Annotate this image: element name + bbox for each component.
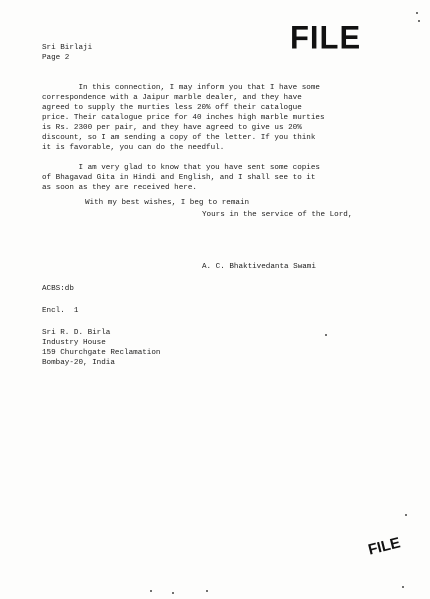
address-line: 159 Churchgate Reclamation: [42, 349, 161, 357]
file-stamp-bottom: FILE: [366, 534, 403, 559]
scan-speck: [418, 20, 420, 22]
paragraph-line: correspondence with a Jaipur marble dealer, and they have: [42, 94, 302, 102]
signature-name: A. C. Bhaktivedanta Swami: [202, 263, 316, 271]
page-number: Page 2: [42, 54, 70, 62]
paragraph-line: of Bhagavad Gita in Hindi and English, and I shall see to it: [42, 174, 316, 182]
paragraph-line: is Rs. 2300 per pair, and they have agreed to give us 20%: [42, 124, 302, 132]
paragraph-line: as soon as they are received here.: [42, 184, 197, 192]
address-line: Sri R. D. Birla: [42, 329, 111, 337]
paragraph-line: discount, so I am sending a copy of the letter. If you think: [42, 134, 316, 142]
address-line: Industry House: [42, 339, 106, 347]
paragraph-line: it is favorable, you can do the needful.: [42, 144, 225, 152]
closing-wishes: With my best wishes, I beg to remain: [85, 199, 250, 207]
addressee-line: Sri Birlaji: [42, 44, 93, 52]
scan-speck: [206, 590, 208, 592]
paragraph-line: In this connection, I may inform you that I have some: [42, 84, 320, 92]
scan-speck: [150, 590, 152, 592]
paragraph-line: I am very glad to know that you have sent some copies: [42, 164, 320, 172]
scan-speck: [416, 12, 418, 14]
initials: ACBS:db: [42, 285, 74, 293]
scan-speck: [325, 334, 327, 336]
enclosure: Encl. 1: [42, 307, 79, 315]
paragraph-line: agreed to supply the murties less 20% off their catalogue: [42, 104, 302, 112]
scan-speck: [172, 592, 174, 594]
file-stamp-top: FILE: [290, 19, 362, 56]
scan-speck: [405, 514, 407, 516]
closing-service: Yours in the service of the Lord,: [202, 211, 353, 219]
paragraph-line: price. Their catalogue price for 40 inches high marble murties: [42, 114, 325, 122]
address-line: Bombay-20, India: [42, 359, 115, 367]
scan-speck: [402, 586, 404, 588]
